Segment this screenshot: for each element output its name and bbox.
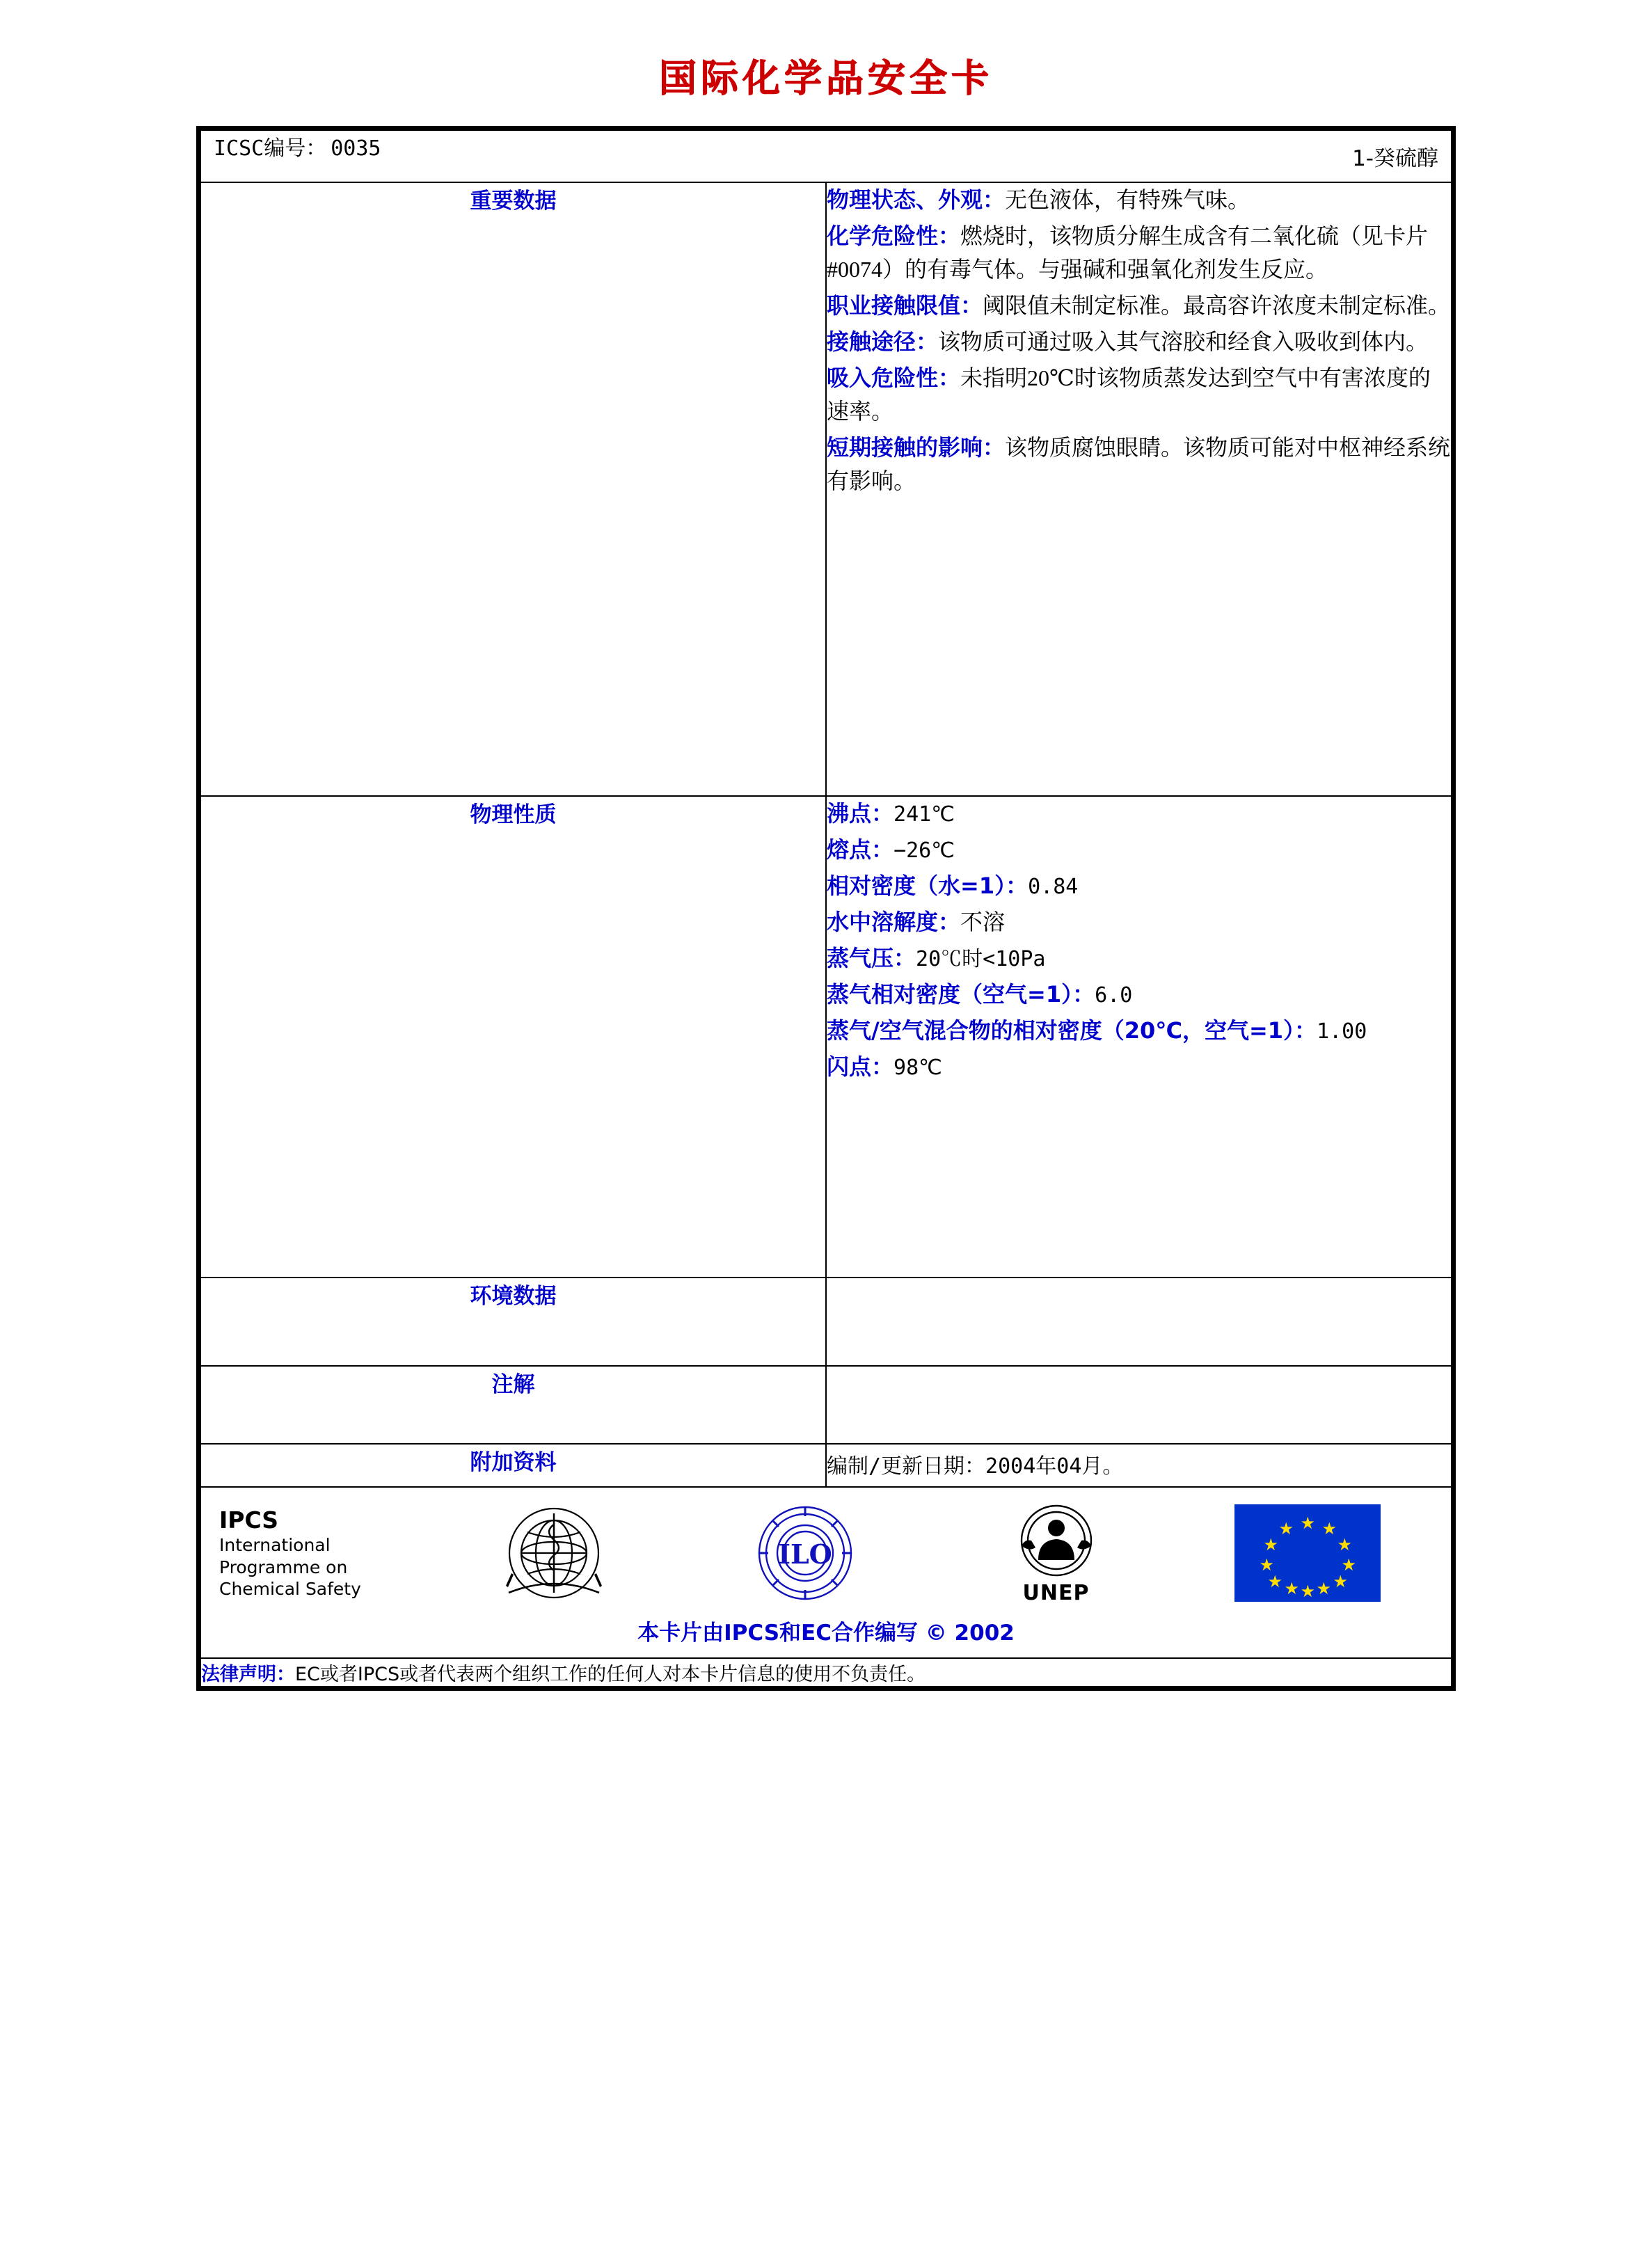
section-row-physical-properties — [200, 796, 1452, 1278]
entry-exposure-limits: 职业接触限值：阈限值未制定标准。最高容许浓度未制定标准。 — [827, 292, 1451, 319]
ipcs-line-3: Chemical Safety — [219, 1578, 361, 1599]
ilo-logo-text: ILO — [777, 1538, 832, 1570]
ipcs-text-block — [219, 1506, 428, 1600]
entry-boiling-point: 沸点：241℃ — [827, 800, 955, 827]
legal-row — [200, 1658, 1452, 1687]
eu-flag-icon: ★ ★ ★ ★ ★ ★ ★ ★ ★ ★ ★ ★ — [1234, 1504, 1381, 1602]
entry-physical-state: 物理状态、外观：无色液体，有特殊气味。 — [827, 186, 1250, 213]
ilo-logo-icon — [736, 1501, 875, 1605]
section-label-important-data: 重要数据 — [200, 182, 826, 796]
credit-line: 本卡片由IPCS和EC合作编写 © 2002 — [637, 1621, 1015, 1646]
entry-routes-of-exposure: 接触途径：该物质可通过吸入其气溶胶和经食入吸收到体内。 — [827, 328, 1429, 355]
ilo-logo-slot — [679, 1501, 930, 1605]
section-body-additional-info — [826, 1444, 1452, 1487]
section-label-notes: 注解 — [200, 1366, 826, 1444]
entry-vapour-relative-density: 蒸气相对密度（空气=1）：6.0 — [827, 981, 1133, 1008]
legal-notice — [200, 1658, 1452, 1687]
unep-logo-icon — [1001, 1500, 1112, 1585]
who-logo-icon — [488, 1501, 620, 1605]
unep-logo-text: UNEP — [1022, 1581, 1090, 1605]
section-body-important-data — [826, 182, 1452, 796]
icsc-number-label: ICSC编号： — [214, 136, 327, 161]
section-body-environmental-data — [826, 1278, 1452, 1366]
ipcs-line-1: International — [219, 1535, 331, 1556]
icsc-table — [200, 129, 1452, 1687]
section-label-environmental-data: 环境数据 — [200, 1278, 826, 1366]
section-row-important-data — [200, 182, 1452, 796]
entry-melting-point: 熔点：−26℃ — [827, 836, 955, 863]
footer-logos-row — [200, 1487, 1452, 1658]
section-row-additional-info — [200, 1444, 1452, 1487]
page — [0, 49, 1652, 1691]
logos-container — [201, 1488, 1451, 1609]
entry-water-solubility: 水中溶解度：不溶 — [827, 909, 1006, 935]
entry-relative-density: 相对密度（水=1）：0.84 — [827, 873, 1079, 899]
entry-short-term-effects: 短期接触的影响：该物质腐蚀眼睛。该物质可能对中枢神经系统有影响。 — [827, 434, 1451, 493]
section-label-additional-info: 附加资料 — [200, 1444, 826, 1487]
icsc-number-value: 0035 — [331, 136, 381, 161]
legal-text: EC或者IPCS或者代表两个组织工作的任何人对本卡片信息的使用不负责任。 — [295, 1664, 926, 1685]
ipcs-title: IPCS — [219, 1506, 279, 1534]
unep-logo-slot — [930, 1500, 1182, 1605]
section-body-physical-properties — [826, 796, 1452, 1278]
section-label-physical-properties: 物理性质 — [200, 796, 826, 1278]
entry-vapour-pressure: 蒸气压：20℃时<10Pa — [827, 945, 1046, 971]
ipcs-line-2: Programme on — [219, 1557, 348, 1577]
entry-inhalation-risk: 吸入危险性：未指明20℃时该物质蒸发达到空气中有害浓度的速率。 — [827, 365, 1431, 424]
eu-flag-slot — [1182, 1504, 1433, 1602]
entry-vapour-air-mixture-density: 蒸气/空气混合物的相对密度（20℃，空气=1）：1.00 — [827, 1017, 1367, 1044]
who-logo-slot — [428, 1501, 679, 1605]
section-row-environmental-data — [200, 1278, 1452, 1366]
section-body-notes — [826, 1366, 1452, 1444]
section-row-notes — [200, 1366, 1452, 1444]
entry-flash-point: 闪点：98℃ — [827, 1053, 942, 1080]
entry-chemical-hazards: 化学危险性：燃烧时，该物质分解生成含有二氧化硫（见卡片#0074）的有毒气体。与强碱和强氧化剂发生反应。 — [827, 223, 1429, 282]
icsc-card — [196, 126, 1456, 1691]
footer-logos-cell — [200, 1487, 1452, 1658]
preparation-date: 编制/更新日期：2004年04月。 — [827, 1454, 1124, 1479]
header-row — [200, 130, 1452, 182]
page-title: 国际化学品安全卡 — [659, 56, 993, 100]
legal-label: 法律声明： — [201, 1664, 295, 1685]
substance-name: 1-癸硫醇 — [1352, 146, 1438, 171]
